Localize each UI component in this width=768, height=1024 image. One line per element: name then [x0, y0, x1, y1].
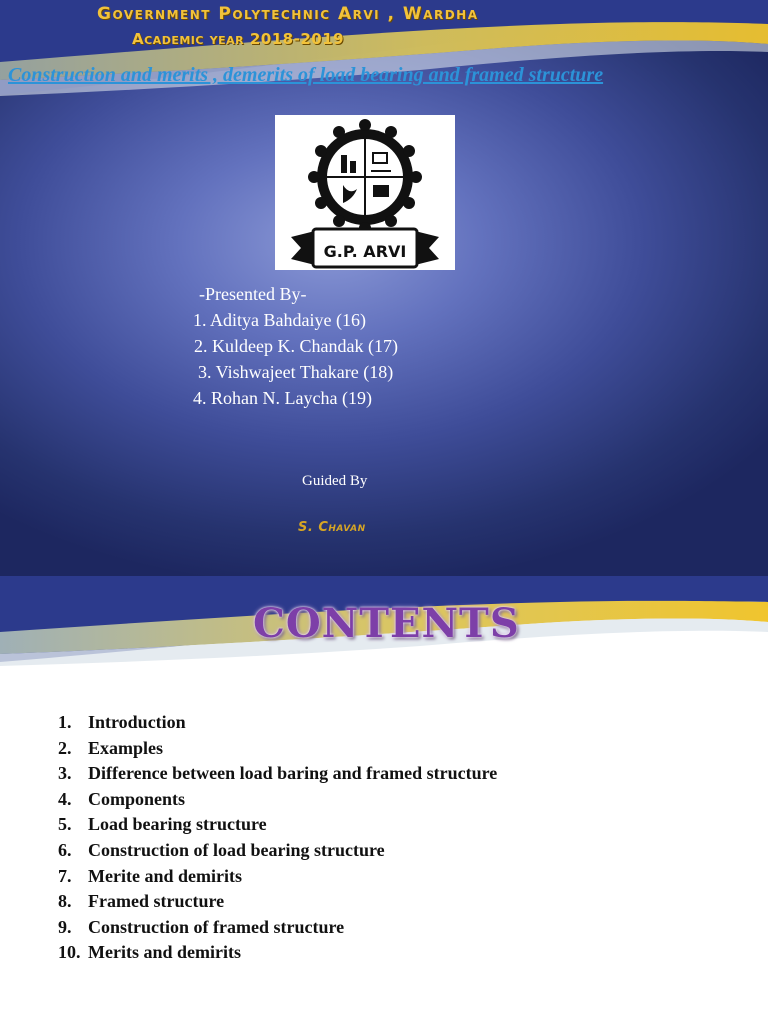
contents-item [58, 761, 497, 787]
presented-by-label: -Presented By- [199, 284, 307, 304]
contents-item-number: 10. [58, 942, 81, 963]
guide-name: S. Chavan [298, 520, 366, 535]
contents-item [58, 838, 497, 864]
guided-by-label: Guided By [302, 473, 368, 489]
contents-item-number: 5. [58, 814, 72, 835]
contents-item-number: 8. [58, 891, 72, 912]
contents-item [58, 940, 497, 966]
contents-item-number: 3. [58, 763, 72, 784]
college-logo [275, 115, 455, 270]
presenter-item: 3. Vishwajeet Thakare (18) [198, 362, 394, 382]
contents-item-number: 6. [58, 839, 72, 860]
contents-item [58, 864, 497, 890]
academic-year: Academic year 2018-2019 [132, 30, 345, 48]
contents-item [58, 736, 497, 762]
presenter-item: 1. Aditya Bahdaiye (16) [193, 310, 366, 330]
presenter-item: 2. Kuldeep K. Chandak (17) [194, 336, 398, 356]
contents-item-label: Examples [88, 737, 164, 758]
presenter-item: 4. Rohan N. Laycha (19) [193, 388, 372, 408]
subject-title: Construction and merits , demerits of load bearing and framed structure [8, 64, 604, 86]
gear-emblem-icon [275, 115, 455, 270]
contents-item [58, 787, 497, 813]
contents-item [58, 915, 497, 941]
contents-title: CONTENTS [253, 600, 520, 647]
org-title: Government Polytechnic Arvi , Wardha [97, 4, 479, 24]
logo-banner-text: G.P. ARVI [323, 242, 407, 261]
contents-item-label: Difference between load baring and framed structure [88, 763, 498, 784]
contents-item [58, 812, 497, 838]
contents-item-label: Components [88, 788, 186, 809]
contents-item-label: Construction of load bearing structure [88, 839, 385, 860]
contents-item-number: 1. [58, 712, 72, 732]
contents-item-number: 2. [58, 737, 72, 758]
contents-item-label: Merits and demirits [88, 942, 241, 963]
contents-item-number: 9. [58, 916, 72, 937]
contents-item-label: Framed structure [88, 891, 225, 912]
contents-item-label: Merite and demirits [88, 865, 242, 886]
contents-item-label: Construction of framed structure [88, 916, 345, 937]
contents-item [58, 889, 497, 915]
contents-item [58, 710, 497, 736]
contents-item-number: 7. [58, 865, 72, 886]
contents-item-label: Load bearing structure [88, 814, 267, 835]
contents-item-number: 4. [58, 788, 72, 809]
contents-item-label: Introduction [88, 712, 186, 732]
presenter-list [193, 281, 398, 411]
contents-list [58, 710, 497, 966]
contents-slide [0, 576, 768, 1024]
